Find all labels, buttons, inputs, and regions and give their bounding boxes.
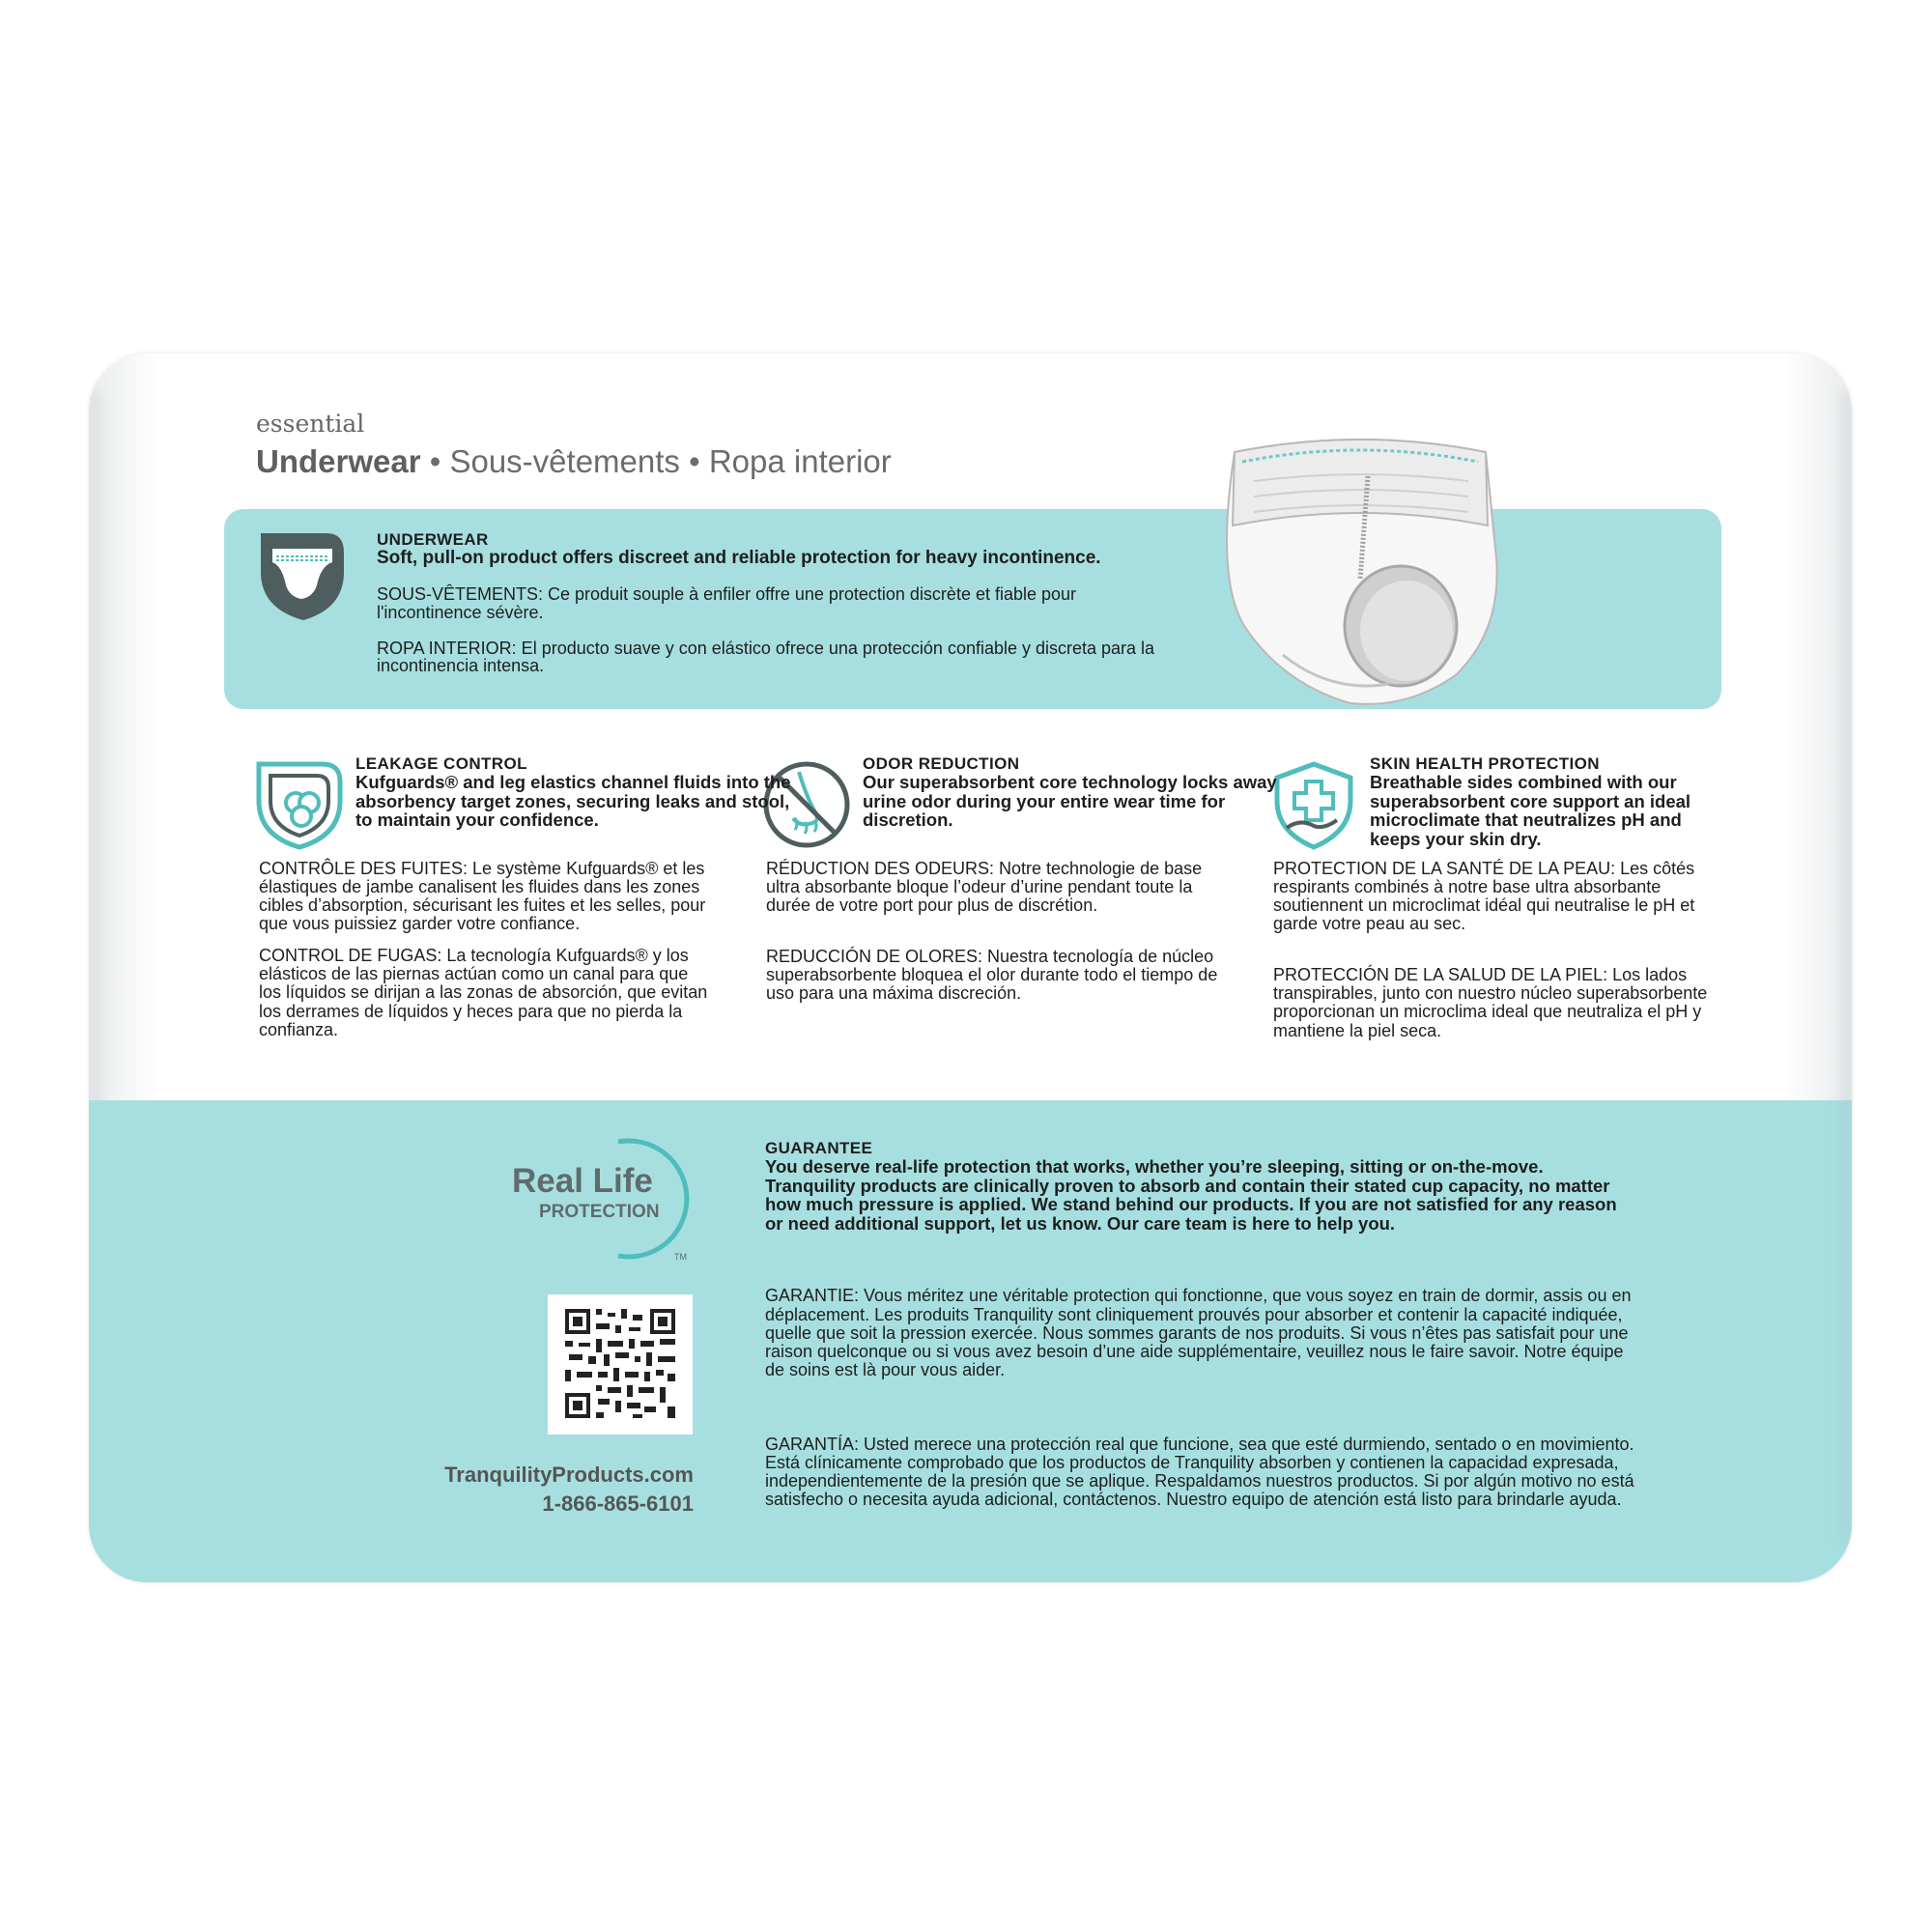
- intro-es: ROPA INTERIOR: El producto suave y con elástico ofrece una protección confiable y discreta para la incontinencia intensa.: [377, 638, 1155, 676]
- feature-heading: SKIN HEALTH PROTECTION: [1370, 754, 1600, 773]
- logo-tm: TM: [674, 1252, 687, 1262]
- title-fr: Sous-vêtements: [449, 443, 680, 479]
- feature-es: CONTROL DE FUGAS: La tecnología Kufguards® y los elásticos de las piernas actúan como un canal para que los líquidos se dirijan a las zonas de absorción, que evitan los derrames de líquidos y heces para que no pierda la confianza.: [259, 946, 708, 1039]
- intro-bold: Soft, pull-on product offers discreet and reliable protection for heavy incontinence.: [377, 547, 1101, 568]
- feature-heading: ODOR REDUCTION: [863, 754, 1020, 773]
- qr-code-icon: [548, 1294, 693, 1435]
- brand-subtitle: essential: [256, 410, 365, 438]
- feature-bold: Breathable sides combined with our superabsorbent core support an ideal microclimate that neutralizes pH and keeps your skin dry.: [1370, 772, 1691, 849]
- feature-es: PROTECCIÓN DE LA SALUD DE LA PIEL: Los lados transpirables, junto con nuestro núcleo superabsorbente proporcionan un microclima ideal que neutraliza el pH y mantiene la piel seca.: [1273, 965, 1708, 1040]
- feature-odor-translations: [766, 860, 1220, 1003]
- intro-heading: UNDERWEAR: [377, 530, 489, 549]
- guarantee-heading: GUARANTEE: [765, 1139, 873, 1157]
- guarantee-bold: You deserve real-life protection that works, whether you’re sleeping, sitting or on-the-move. Tranquility products are clinically proven to absorb and contain their stated cup capacity, no matter how much pressure is applied. We stand behind our products. If you are not satisfied for any reason or need additional support, let us know. Our care team is here to help you.: [765, 1156, 1617, 1234]
- page-title: [256, 443, 892, 480]
- logo-line2: PROTECTION: [539, 1202, 660, 1222]
- guarantee-es: GARANTÍA: Usted merece una protección real que funcione, sea que esté durmiendo, sentado o en movimiento. Está clínicamente comprobado que los productos de Tranquility absorben y contienen la capacidad expresada, independientemente de la presión que se aplique. Respaldamos nuestros productos. Si por algún motivo no está satisfecho o necesita ayuda adicional, contáctenos. Nuestro equipo de atención está listo para brindarle ayuda.: [765, 1434, 1634, 1510]
- feature-leakage-translations: [259, 860, 713, 1039]
- feature-es: REDUCCIÓN DE OLORES: Nuestra tecnología de núcleo superabsorbente bloquea el olor durante todo el tiempo de uso para una máxima discreción.: [766, 947, 1218, 1004]
- logo-arc-icon: [512, 1136, 705, 1262]
- underwear-badge-icon: [253, 527, 350, 624]
- leakage-drops-icon: [253, 758, 346, 851]
- real-life-protection-logo: [512, 1136, 705, 1266]
- feature-fr: CONTRÔLE DES FUITES: Le système Kufguards® et les élastiques de jambe canalisent les fluides dans les zones cibles d’absorption, sécurisant les fuites et les selles, pour que vous puissiez garder votre confiance.: [259, 859, 706, 934]
- title-en: Underwear: [256, 443, 421, 479]
- feature-heading: LEAKAGE CONTROL: [355, 754, 527, 773]
- phone-number[interactable]: 1-866-865-6101: [542, 1491, 694, 1516]
- intro-fr: SOUS-VÊTEMENTS: Ce produit souple à enfiler offre une protection discrète et fiable pour l'incontinence sévère.: [377, 583, 1077, 622]
- website-link[interactable]: TranquilityProducts.com: [444, 1463, 694, 1487]
- feature-odor-reduction: [863, 755, 1307, 830]
- feature-skin-translations: [1273, 860, 1727, 1040]
- title-sep-1: •: [429, 443, 441, 479]
- guarantee-fr: GARANTIE: Vous méritez une véritable protection qui fonctionne, que vous soyez en train de dormir, assis ou en déplacement. Les produits Tranquility sont cliniquement prouvés pour absorber et contenir la capacité indiquée, quelle que soit la pression exercée. Nous sommes garants de nos produits. Si vous n’êtes pas satisfait pour une raison quelconque ou si vous avez besoin d’une aide supplémentaire, veuillez nous le faire savoir. Notre équipe de soins est là pour vous aider.: [765, 1286, 1632, 1379]
- feature-fr: RÉDUCTION DES ODEURS: Notre technologie de base ultra absorbante bloque l’odeur d’urine pendant toute la durée de votre port pour plus de discrétion.: [766, 859, 1203, 916]
- title-es: Ropa interior: [708, 443, 892, 479]
- feature-skin-health: [1370, 755, 1727, 848]
- feature-bold: Kufguards® and leg elastics channel fluids into the absorbency target zones, securing leaks and stool, to maintain your confidence.: [355, 772, 791, 831]
- feature-leakage-control: [355, 755, 800, 830]
- underwear-product-illustration: [1215, 433, 1505, 713]
- intro-text: [377, 531, 1169, 675]
- feature-bold: Our superabsorbent core technology locks away urine odor during your entire wear time for discretion.: [863, 772, 1277, 831]
- feature-fr: PROTECTION DE LA SANTÉ DE LA PEAU: Les côtés respirants combinés à notre base ultra absorbante soutiennent un microclimat idéal qui neutralise le pH et garde votre peau au sec.: [1273, 859, 1695, 934]
- logo-line1: Real Life: [512, 1162, 653, 1200]
- contact-info: [386, 1461, 694, 1518]
- brand-header: [256, 410, 892, 480]
- guarantee-text: [765, 1140, 1634, 1509]
- title-sep-2: •: [689, 443, 700, 479]
